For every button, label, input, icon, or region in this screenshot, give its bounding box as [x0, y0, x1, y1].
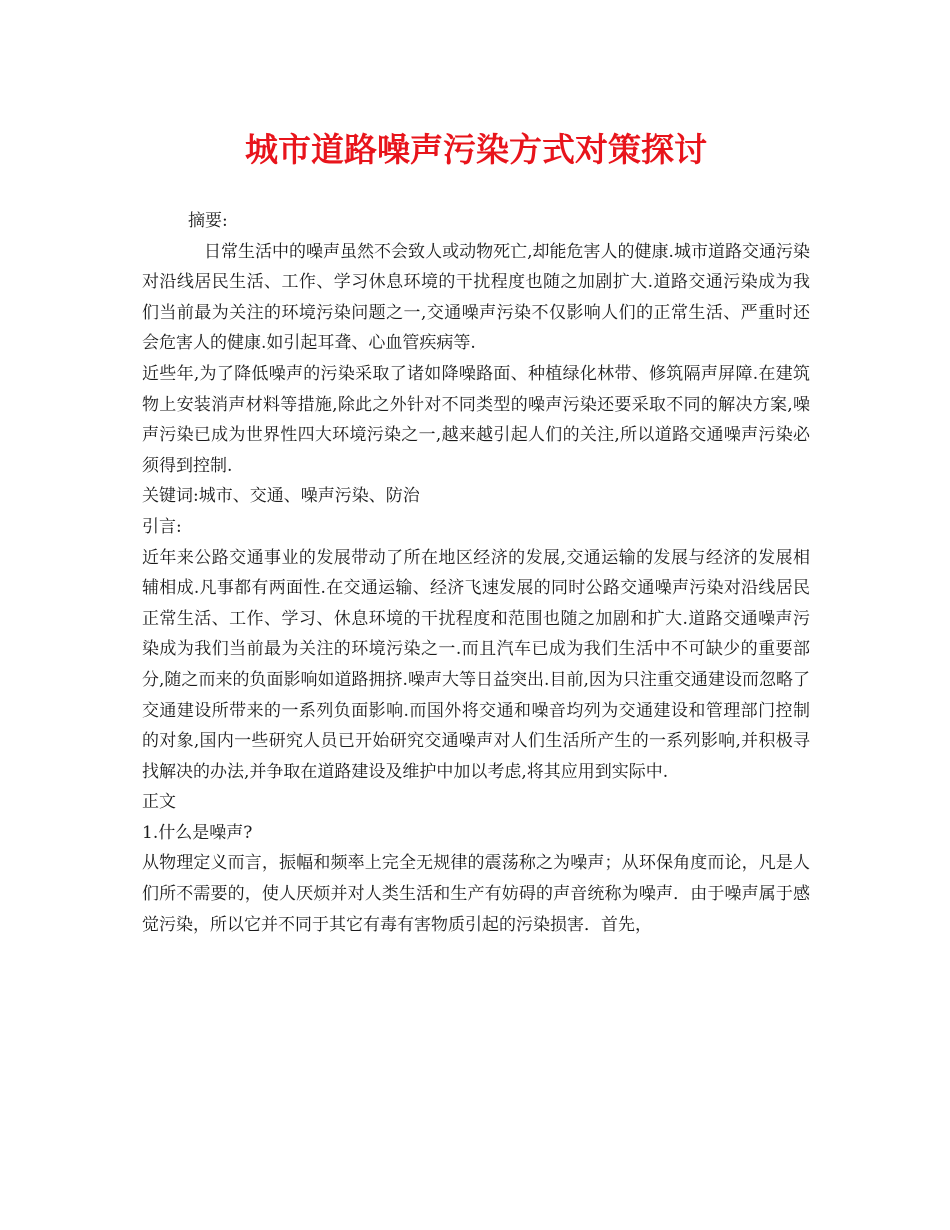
- main-text-heading: 正文: [142, 792, 176, 813]
- abstract-paragraph: 日常生活中的噪声虽然不会致人或动物死亡,却能危害人的健康.城市道路交通污染对沿线居民生活、工作、学习休息环境的干扰程度也随之加剧扩大.道路交通污染成为我们当前最为关注的环境污染问题之一,交通噪声污染不仅影响人们的正常生活、严重时还会危害人的健康.如引起耳聋、心血管疾病等.: [142, 241, 810, 354]
- document-title: 城市道路噪声污染方式对策探讨: [245, 130, 707, 169]
- keywords-line: 关键词:城市、交通、噪声污染、防治: [142, 486, 420, 507]
- section-1-paragraph: 从物理定义而言，振幅和频率上完全无规律的震荡称之为噪声；从环保角度而论，凡是人们所不需要的，使人厌烦并对人类生活和生产有妨碍的声音统称为噪声．由于噪声属于感觉污染，所以它并不同于其它有毒有害物质引起的污染损害．首先，: [142, 853, 810, 935]
- introduction-paragraph: 近年来公路交通事业的发展带动了所在地区经济的发展,交通运输的发展与经济的发展相辅相成.凡事都有两面性.在交通运输、经济飞速发展的同时公路交通噪声污染对沿线居民正常生活、工作、学习、休息环境的干扰程度和范围也随之加剧和扩大.道路交通噪声污染成为我们当前最为关注的环境污染之一.而且汽车已成为我们生活中不可缺少的重要部分,随之而来的负面影响如道路拥挤.噪声大等日益突出.目前,因为只注重交通建设而忽略了交通建设所带来的一系列负面影响.而国外将交通和噪音均列为交通建设和管理部门控制的对象,国内一些研究人员已开始研究交通噪声对人们生活所产生的一系列影响,并积极寻找解决的办法,并争取在道路建设及维护中加以考虑,将其应用到实际中.: [142, 547, 810, 782]
- document-body: [142, 206, 810, 940]
- introduction-heading: 引言:: [142, 516, 182, 537]
- section-1-heading: 1.什么是噪声?: [142, 822, 253, 843]
- measures-paragraph: 近些年,为了降低噪声的污染采取了诸如降噪路面、种植绿化林带、修筑隔声屏障.在建筑物上安装消声材料等措施,除此之外针对不同类型的噪声污染还要采取不同的解决方案,噪声污染已成为世界性四大环境污染之一,越来越引起人们的关注,所以道路交通噪声污染必须得到控制.: [142, 363, 810, 476]
- abstract-label: 摘要:: [188, 211, 228, 231]
